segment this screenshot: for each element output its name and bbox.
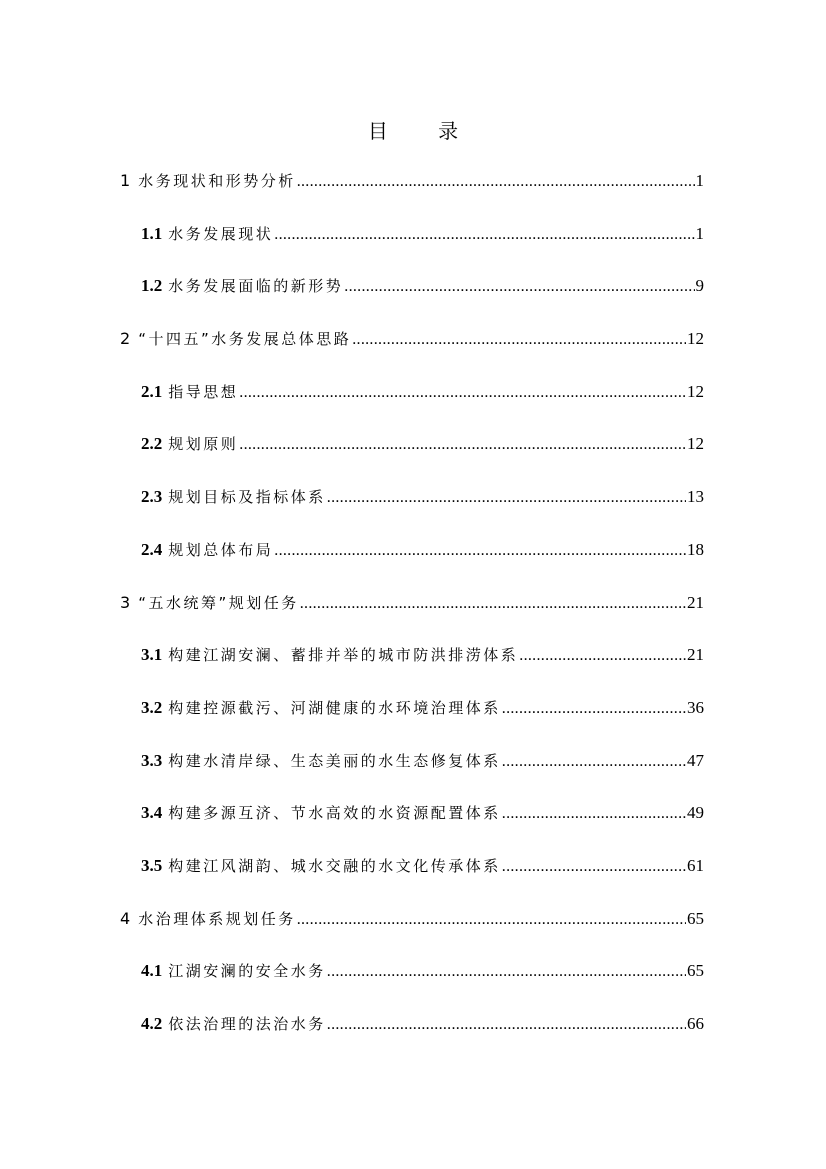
toc-entry-title: 水务现状和形势分析: [138, 172, 296, 190]
toc-entry-number: 4.1: [141, 961, 163, 981]
toc-entry-title: 构建水清岸绿、生态美丽的水生态修复体系: [168, 751, 501, 770]
dot-leader: [297, 173, 695, 191]
toc-entry-number: 2: [120, 329, 131, 349]
toc-entry[interactable]: [120, 644, 704, 697]
toc-entry-number: 1.1: [141, 223, 163, 243]
toc-entry-title: 规划目标及指标体系: [168, 488, 326, 507]
toc-entry-title: 指导思想: [168, 382, 239, 401]
dot-leader: [327, 489, 686, 507]
toc-entry-page: 1: [695, 171, 704, 190]
toc-entry[interactable]: [120, 539, 704, 592]
toc-entry[interactable]: [120, 908, 704, 961]
toc-entry-page: 12: [687, 381, 704, 401]
toc-entry-number: 2.1: [141, 381, 163, 401]
toc-entry-title: “五水统筹”规划任务: [138, 593, 299, 612]
toc-entry-number: 3.4: [141, 803, 163, 823]
dot-leader: [502, 805, 686, 823]
toc-entry-number: 3.1: [141, 645, 163, 665]
toc-entry[interactable]: [120, 592, 704, 645]
dot-leader: [327, 1016, 686, 1034]
dot-leader: [344, 278, 694, 296]
toc-entry-page: 18: [687, 539, 704, 559]
toc-entry-title: 依法治理的法治水务: [168, 1015, 326, 1033]
toc-entry-page: 47: [687, 750, 704, 770]
toc-entry-page: 12: [687, 329, 704, 349]
toc-entry-page: 49: [687, 803, 704, 823]
toc-title: 目 录: [367, 119, 481, 143]
toc-entry-page: 1: [695, 223, 704, 243]
toc-entry-page: 21: [687, 592, 704, 612]
toc-entry-title: 江湖安澜的安全水务: [168, 962, 326, 981]
toc-entry-title: 规划原则: [168, 435, 239, 454]
toc-entry[interactable]: [120, 1013, 704, 1066]
toc-entry-title: 构建多源互济、节水高效的水资源配置体系: [168, 804, 501, 823]
dot-leader: [239, 436, 686, 454]
toc-entry-number: 3.3: [141, 750, 163, 770]
dot-leader: [300, 595, 686, 613]
toc-entry-page: 13: [687, 487, 704, 507]
toc-entry-title: 水务发展面临的新形势: [168, 277, 344, 296]
toc-entry[interactable]: [120, 328, 704, 381]
toc-entry-page: 65: [687, 961, 704, 981]
dot-leader: [502, 753, 686, 771]
toc-entry[interactable]: [120, 960, 704, 1013]
dot-leader: [327, 963, 686, 981]
toc-entry-number: 1.2: [141, 276, 163, 296]
toc-entry-page: 61: [687, 855, 704, 875]
toc-entry-number: 2.2: [141, 434, 163, 454]
toc-entry-number: 3: [120, 592, 131, 612]
toc-entry[interactable]: [120, 433, 704, 486]
dot-leader: [239, 384, 686, 402]
toc-entry[interactable]: [120, 170, 704, 223]
toc-entry-number: 4.2: [141, 1014, 163, 1033]
toc-entry[interactable]: [120, 802, 704, 855]
dot-leader: [274, 226, 694, 244]
dot-leader: [502, 700, 686, 718]
dot-leader: [274, 542, 686, 560]
dot-leader: [502, 858, 686, 876]
toc-entry-title: 构建控源截污、河湖健康的水环境治理体系: [168, 698, 501, 717]
toc-entry-page: 65: [687, 908, 704, 928]
toc-entry-number: 4: [120, 908, 131, 928]
toc-entry-title: “十四五”水务发展总体思路: [138, 330, 352, 349]
toc-entry[interactable]: [120, 381, 704, 434]
toc-entry[interactable]: [120, 486, 704, 539]
toc-entry-title: 构建江风湖韵、城水交融的水文化传承体系: [168, 856, 501, 875]
toc-entry[interactable]: [120, 697, 704, 750]
toc-entry-number: 1: [120, 171, 131, 190]
toc-entry-title: 水治理体系规划任务: [138, 909, 296, 928]
table-of-contents: [120, 170, 704, 1066]
toc-entry-page: 21: [687, 645, 704, 665]
toc-entry-title: 构建江湖安澜、蓄排并举的城市防洪排涝体系: [168, 646, 519, 665]
dot-leader: [352, 331, 686, 349]
toc-entry[interactable]: [120, 750, 704, 803]
toc-entry[interactable]: [120, 855, 704, 908]
toc-entry[interactable]: [120, 275, 704, 328]
dot-leader: [297, 911, 686, 929]
toc-entry-title: 规划总体布局: [168, 540, 274, 559]
toc-entry-page: 36: [687, 697, 704, 717]
toc-entry-page: 12: [687, 434, 704, 454]
toc-entry-number: 2.4: [141, 539, 163, 559]
toc-entry-page: 66: [687, 1014, 704, 1033]
toc-entry-title: 水务发展现状: [168, 224, 274, 243]
toc-entry-number: 3.5: [141, 855, 163, 875]
toc-entry-number: 3.2: [141, 697, 163, 717]
toc-entry-number: 2.3: [141, 487, 163, 507]
dot-leader: [519, 647, 686, 665]
toc-entry-page: 9: [695, 276, 704, 296]
toc-entry[interactable]: [120, 223, 704, 276]
